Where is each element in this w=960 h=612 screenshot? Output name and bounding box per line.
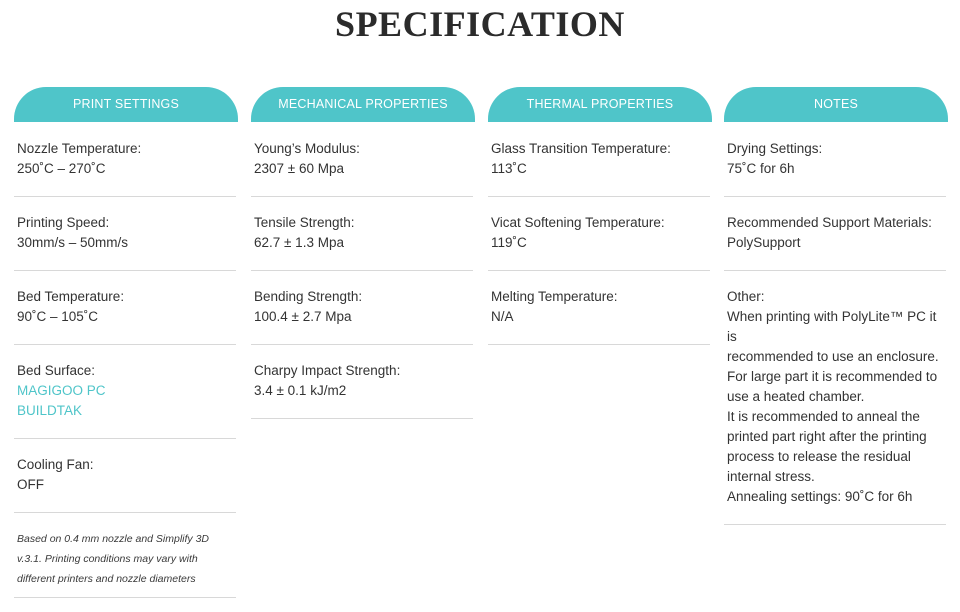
- thermal-properties-header[interactable]: THERMAL PROPERTIES: [488, 87, 712, 122]
- note-line: For large part it is recommended to: [727, 369, 938, 384]
- bed-temperature-entry: [14, 285, 236, 345]
- entry-label: Melting Temperature:: [491, 289, 618, 304]
- note-line: process to release the residual: [727, 449, 911, 464]
- bending-strength-entry: [251, 285, 473, 345]
- note-line: use a heated chamber.: [727, 389, 865, 404]
- buildtak-link[interactable]: BUILDTAK: [17, 403, 83, 418]
- notes-column: [724, 87, 948, 539]
- mechanical-properties-column: [251, 87, 475, 433]
- entry-label: Bending Strength:: [254, 289, 363, 304]
- print-settings-header[interactable]: PRINT SETTINGS: [14, 87, 238, 122]
- mechanical-properties-header[interactable]: MECHANICAL PROPERTIES: [251, 87, 475, 122]
- entry-value: 90˚C – 105˚C: [17, 309, 99, 324]
- notes-header[interactable]: NOTES: [724, 87, 948, 122]
- entry-label: Drying Settings:: [727, 141, 823, 156]
- charpy-impact-strength-entry: [251, 359, 473, 419]
- entry-label: Recommended Support Materials:: [727, 215, 932, 230]
- entry-label: Young’s Modulus:: [254, 141, 360, 156]
- entry-label: Nozzle Temperature:: [17, 141, 142, 156]
- magigoo-pc-link[interactable]: MAGIGOO PC: [17, 383, 106, 398]
- entry-label: Tensile Strength:: [254, 215, 355, 230]
- entry-value: N/A: [491, 309, 514, 324]
- entry-label: Vicat Softening Temperature:: [491, 215, 665, 230]
- entry-value: 3.4 ± 0.1 kJ/m2: [254, 383, 347, 398]
- print-conditions-note: [14, 527, 236, 598]
- vicat-softening-entry: [488, 211, 710, 271]
- melting-temperature-entry: [488, 285, 710, 345]
- printing-speed-entry: [14, 211, 236, 271]
- youngs-modulus-entry: [251, 137, 473, 197]
- other-notes-text: [727, 307, 946, 524]
- entry-label: Bed Temperature:: [17, 289, 125, 304]
- note-line: printed part right after the printing: [727, 429, 927, 444]
- entry-label: Glass Transition Temperature:: [491, 141, 671, 156]
- note-line: Annealing settings: 90˚C for 6h: [727, 489, 913, 504]
- entry-value: 113˚C: [491, 161, 527, 176]
- page-title: SPECIFICATION: [335, 4, 625, 44]
- entry-label: Bed Surface:: [17, 363, 96, 378]
- bed-surface-entry: [14, 359, 236, 439]
- entry-label: Charpy Impact Strength:: [254, 363, 401, 378]
- entry-value: 2307 ± 60 Mpa: [254, 161, 344, 176]
- entry-label: Cooling Fan:: [17, 457, 94, 472]
- entry-value: 62.7 ± 1.3 Mpa: [254, 235, 344, 250]
- glass-transition-entry: [488, 137, 710, 197]
- entry-value: 100.4 ± 2.7 Mpa: [254, 309, 352, 324]
- note-line: It is recommended to anneal the: [727, 409, 920, 424]
- entry-value: 75˚C for 6h: [727, 161, 795, 176]
- bed-surface-links: [17, 381, 236, 438]
- note-line: recommended to use an enclosure.: [727, 349, 939, 364]
- tensile-strength-entry: [251, 211, 473, 271]
- nozzle-temperature-entry: [14, 137, 236, 197]
- other-notes-entry: [724, 285, 946, 525]
- entry-value: 250˚C – 270˚C: [17, 161, 106, 176]
- support-materials-entry: [724, 211, 946, 271]
- print-settings-column: [14, 87, 238, 612]
- entry-value: 30mm/s – 50mm/s: [17, 235, 129, 250]
- entry-label: Other:: [727, 289, 765, 304]
- drying-settings-entry: [724, 137, 946, 197]
- cooling-fan-entry: [14, 453, 236, 513]
- entry-value: OFF: [17, 477, 44, 492]
- entry-label: Printing Speed:: [17, 215, 110, 230]
- note-line: When printing with PolyLite™ PC it is: [727, 309, 937, 344]
- entry-value: PolySupport: [727, 235, 801, 250]
- note-line: internal stress.: [727, 469, 815, 484]
- thermal-properties-column: [488, 87, 712, 359]
- entry-value: 119˚C: [491, 235, 527, 250]
- note-text: Based on 0.4 mm nozzle and Simplify 3D v.3.1. Printing conditions may vary with different printers and nozzle diameters: [17, 533, 210, 585]
